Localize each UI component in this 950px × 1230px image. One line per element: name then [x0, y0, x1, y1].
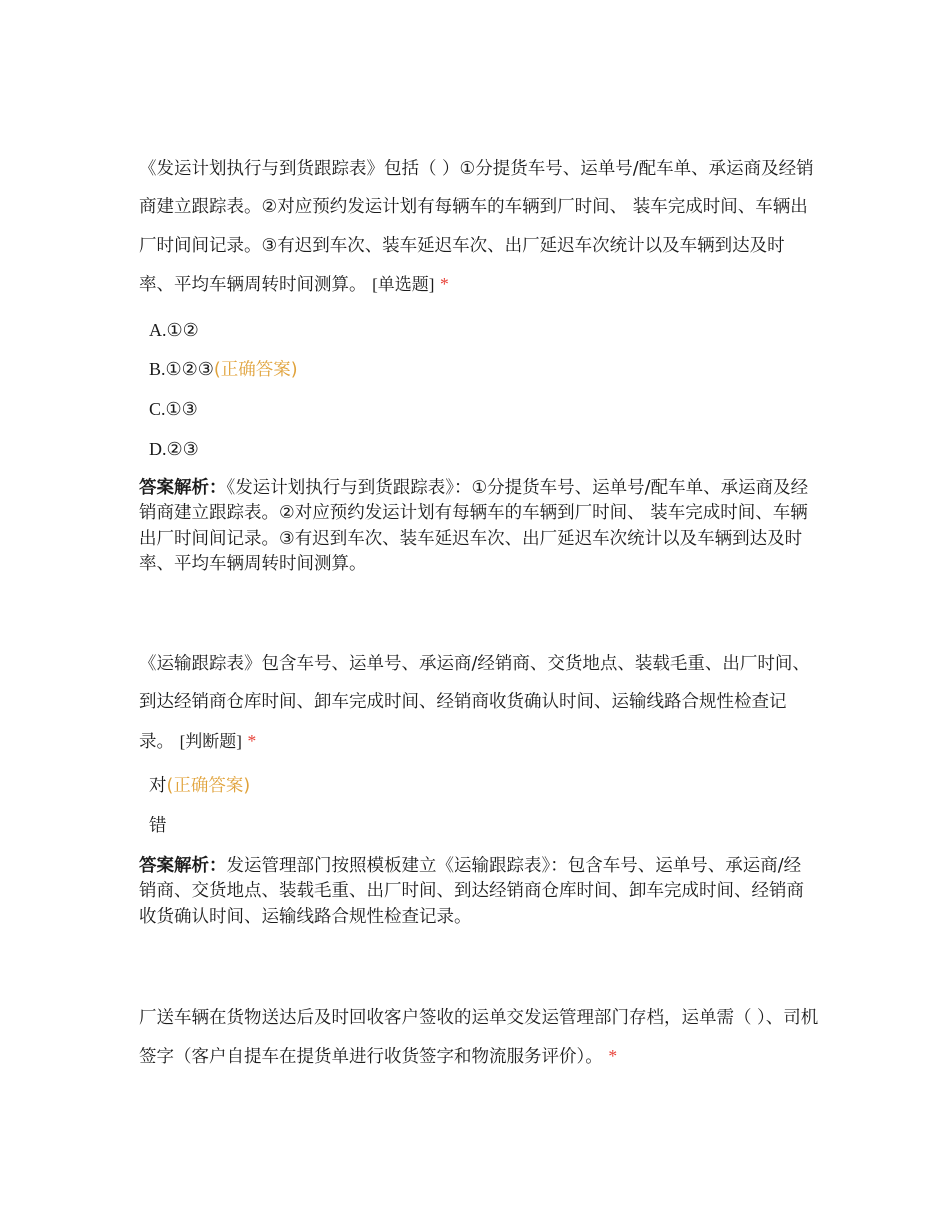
- question-2-option-true[interactable]: [149, 774, 250, 798]
- question-1-option-b[interactable]: [149, 357, 298, 382]
- question-2-option-false[interactable]: [149, 814, 167, 838]
- analysis-text: 《发运计划执行与到货跟踪表》：①分提货车号、运单号/配车单、承运商及经销商建立跟踪表。②对应预约发运计划有每辆车的车辆到厂时间、 装车完成时间、车辆出厂时间间记录。③有迟到车次、装车延迟车次、出厂延迟车次统计以及车辆到达及时率、平均车辆周转时间测算。: [139, 478, 809, 574]
- correct-answer-tag: (正确答案): [166, 776, 251, 796]
- question-1-option-d[interactable]: [149, 437, 199, 462]
- question-2-type: [判断题]: [179, 731, 242, 751]
- question-1-analysis: [139, 476, 815, 577]
- analysis-label: 答案解析：: [139, 478, 227, 498]
- analysis-text: 发运管理部门按照模板建立《运输跟踪表》：包含车号、运单号、承运商/经销商、交货地点、装载毛重、出厂时间、到达经销商仓库时间、卸车完成时间、经销商收货确认时间、运输线路合规性检查记录。: [139, 856, 804, 927]
- option-label: D.②③: [149, 439, 199, 459]
- option-label: C.①③: [149, 399, 198, 419]
- analysis-label: 答案解析：: [139, 856, 227, 876]
- question-2-text: 《运输跟踪表》包含车号、运单号、承运商/经销商、交货地点、装载毛重、出厂时间、到达经销商仓库时间、卸车完成时间、经销商收货确认时间、运输线路合规性检查记录。: [139, 654, 810, 752]
- question-3-stem: [139, 999, 819, 1077]
- question-2-analysis: [139, 854, 815, 930]
- option-label: A.①②: [149, 320, 199, 340]
- question-1-text: 《发运计划执行与到货跟踪表》包括（ ）①分提货车号、运单号/配车单、承运商及经销商建立跟踪表。②对应预约发运计划有每辆车的车辆到厂时间、 装车完成时间、车辆出厂时间间记录。③有迟到车次、装车延迟车次、出厂延迟车次统计以及车辆到达及时率、平均车辆周转时间测算。: [139, 159, 814, 295]
- required-marker: *: [247, 730, 257, 751]
- required-marker: *: [439, 273, 449, 294]
- option-label: B.①②③: [149, 359, 214, 379]
- question-3-text: 厂送车辆在货物送达后及时回收客户签收的运单交发运管理部门存档，运单需（ ）、司机签字（客户自提车在提货单进行收货签字和物流服务评价）。: [139, 1008, 819, 1068]
- question-2-stem: [139, 645, 819, 761]
- correct-answer-tag: (正确答案): [213, 360, 298, 380]
- option-label: 对: [149, 776, 167, 796]
- question-1-type: [单选题]: [372, 274, 435, 294]
- question-1-option-a[interactable]: [149, 318, 199, 343]
- question-1-option-c[interactable]: [149, 397, 198, 422]
- required-marker: *: [608, 1046, 618, 1067]
- option-label: 错: [149, 816, 167, 836]
- question-1-stem: [139, 150, 819, 304]
